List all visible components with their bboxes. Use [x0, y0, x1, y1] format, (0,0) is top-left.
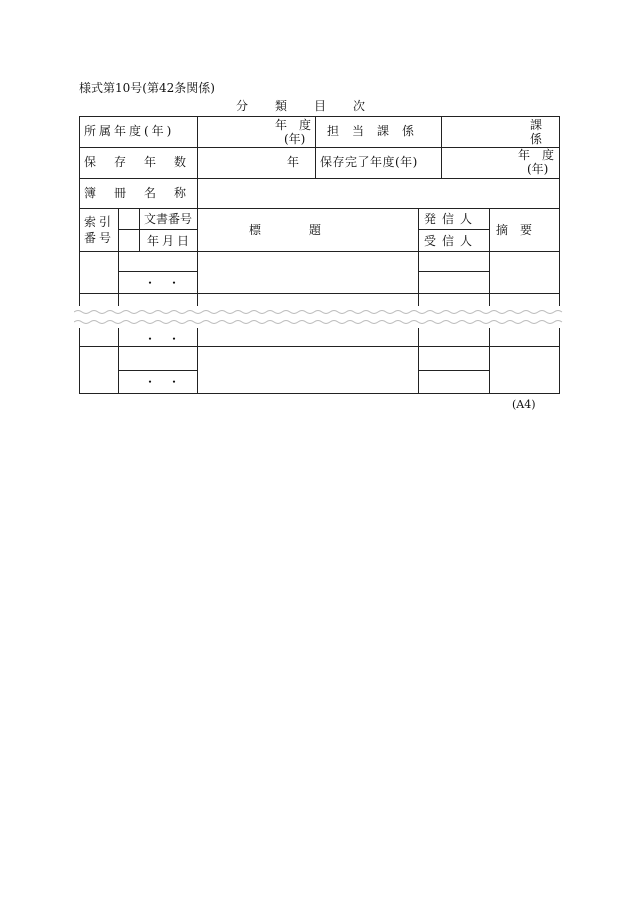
- date-placeholder: ・ ・: [144, 276, 181, 290]
- paper-size-note: (A4): [512, 398, 536, 411]
- subsection-unit: 係: [530, 132, 543, 146]
- omitted-rows-break: [74, 306, 566, 328]
- end-fiscal-year-unit: 年 度: [518, 148, 555, 162]
- retention-end-label: 保存完了年度(年): [320, 155, 418, 169]
- document-number-label: 文書番号: [144, 212, 193, 226]
- retention-period-label: 保存年数: [84, 155, 205, 169]
- year-unit: 年: [287, 155, 300, 169]
- date-placeholder: ・ ・: [144, 375, 181, 389]
- date-placeholder: ・ ・: [144, 332, 181, 346]
- date-label: 年月日: [147, 234, 193, 248]
- year-paren: (年): [284, 132, 306, 146]
- ledger-name-label: 簿冊名称: [84, 186, 205, 200]
- fiscal-year-unit: 年 度: [275, 118, 312, 132]
- affiliation-year-label: 所属年度(年): [84, 124, 175, 138]
- index-number-label-top: 索引: [84, 215, 115, 229]
- end-year-paren: (年): [527, 162, 549, 176]
- form-title: 様式第10号(第42条関係): [79, 81, 215, 95]
- receiver-label: 受信人: [424, 234, 479, 248]
- sender-label: 発信人: [424, 212, 479, 226]
- title-column-label: 標 題: [249, 223, 322, 237]
- page-heading: 分類目次: [236, 99, 393, 113]
- section-unit: 課: [530, 118, 543, 132]
- responsible-section-label: 担当課係: [327, 124, 428, 138]
- index-number-label-bottom: 番号: [84, 231, 115, 245]
- remarks-label: 摘 要: [496, 223, 533, 237]
